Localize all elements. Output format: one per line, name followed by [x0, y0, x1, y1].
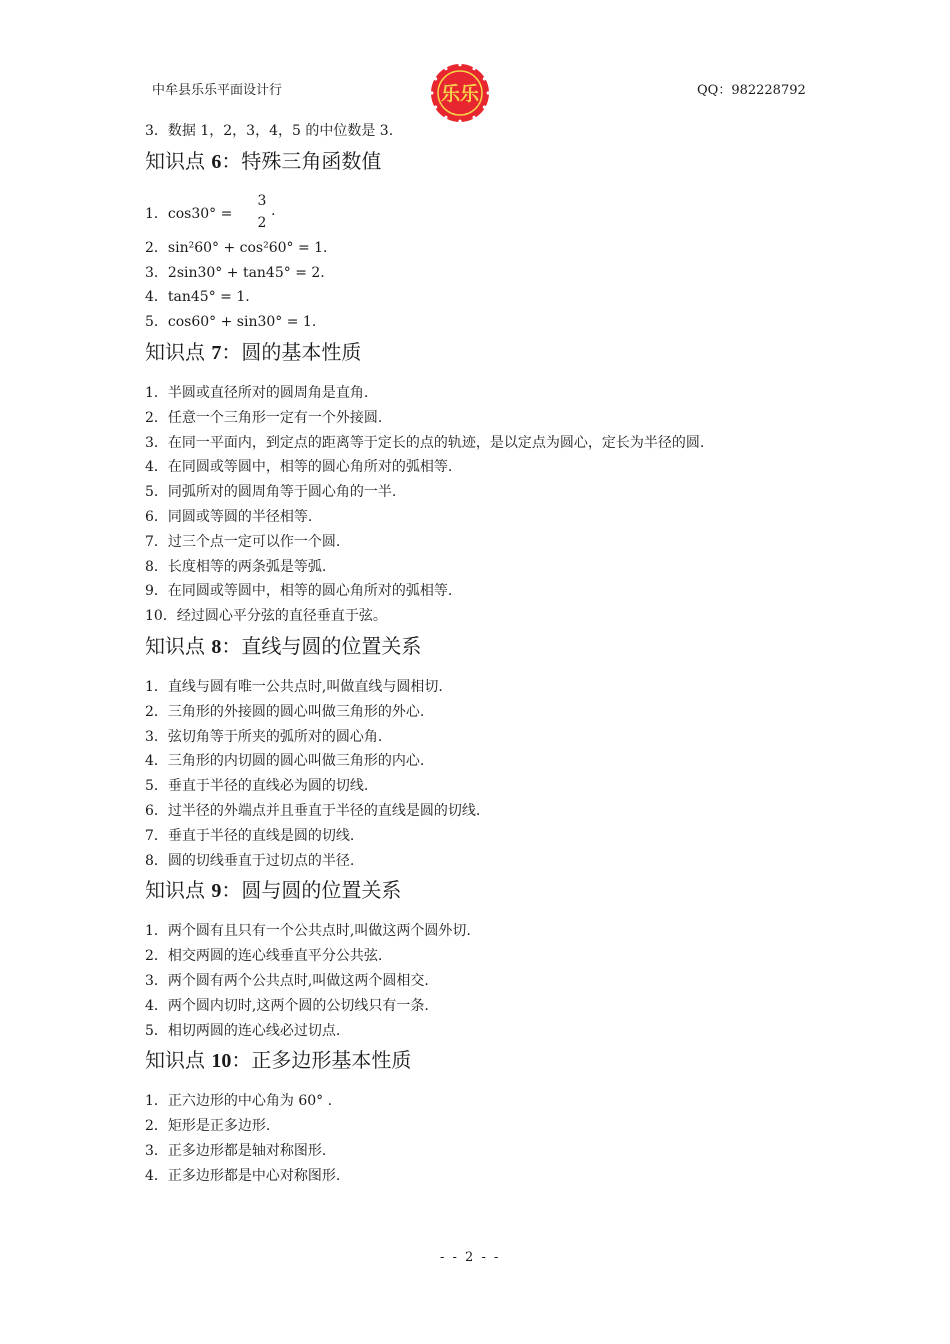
section-title-7: 知识点 7：圆的基本性质 — [145, 339, 362, 364]
list-item: 4．在同圆或等圆中，相等的圆心角所对的弧相等. — [145, 459, 453, 476]
list-item: 3．两个圆有两个公共点时,叫做这两个圆相交. — [145, 972, 429, 989]
list-item: 2．三角形的外接圆的圆心叫做三角形的外心. — [145, 703, 425, 720]
logo-text: 乐乐 — [440, 83, 480, 105]
list-item: 7．过三个点一定可以作一个圆. — [145, 533, 341, 550]
list-item: 4．两个圆内切时,这两个圆的公切线只有一条. — [145, 997, 429, 1014]
list-item: 5．相切两圆的连心线必过切点. — [145, 1022, 341, 1039]
list-item: 8．圆的切线垂直于过切点的半径. — [145, 852, 355, 869]
list-item: 4．正多边形都是中心对称图形. — [145, 1167, 341, 1184]
list-item: 5．同弧所对的圆周角等于圆心角的一半. — [145, 484, 397, 501]
list-item: 9．在同圆或等圆中，相等的圆心角所对的弧相等. — [145, 583, 453, 600]
section-title-9: 知识点 9：圆与圆的位置关系 — [145, 878, 402, 903]
list-item: 4．tan45° = 1. — [145, 289, 250, 306]
list-item: 4．三角形的内切圆的圆心叫做三角形的内心. — [145, 753, 425, 770]
list-item: 2．任意一个三角形一定有一个外接圆. — [145, 409, 383, 426]
fraction: 3 2 — [257, 192, 267, 231]
list-item: 2．sin²60° + cos²60° = 1. — [145, 239, 328, 256]
list-item: 7．垂直于半径的直线是圆的切线. — [145, 827, 355, 844]
list-item: 6．过半径的外端点并且垂直于半径的直线是圆的切线. — [145, 802, 481, 819]
list-item: 3．正多边形都是轴对称图形. — [145, 1142, 327, 1159]
section-title-6: 知识点 6：特殊三角函数值 — [145, 148, 382, 173]
section-title-8: 知识点 8：直线与圆的位置关系 — [145, 633, 422, 658]
list-item: 3．在同一平面内，到定点的距离等于定长的点的轨迹，是以定点为圆心，定长为半径的圆. — [145, 434, 705, 451]
header-qq: QQ：982228792 — [697, 83, 806, 98]
list-item: 2．相交两圆的连心线垂直平分公共弦. — [145, 948, 383, 965]
list-item: 1．cos30° = 3 2 . — [145, 190, 805, 236]
list-item: 3．弦切角等于所夹的弧所对的圆心角. — [145, 728, 383, 745]
list-item: 1．两个圆有且只有一个公共点时,叫做这两个圆外切. — [145, 923, 471, 940]
list-item: 2．矩形是正多边形. — [145, 1118, 271, 1135]
list-item: 5．cos60° + sin30° = 1. — [145, 314, 317, 331]
list-item: 3．2sin30° + tan45° = 2. — [145, 264, 325, 281]
company-logo — [430, 63, 490, 123]
intro-line: 3．数据 1，2，3，4，5 的中位数是 3. — [145, 123, 394, 139]
document-content — [145, 119, 805, 1189]
section-title-10: 知识点 10：正多边形基本性质 — [145, 1048, 412, 1073]
list-item: 6．同圆或等圆的半径相等. — [145, 508, 313, 525]
page-number: - - 2 - - — [440, 1250, 501, 1265]
header-company: 中牟县乐乐平面设计行 — [152, 83, 283, 98]
list-item: 8．长度相等的两条弧是等弧. — [145, 558, 327, 575]
list-item: 1．正六边形的中心角为 60° . — [145, 1093, 333, 1110]
list-item: 10．经过圆心平分弦的直径垂直于弦。 — [145, 608, 387, 625]
list-item: 5．垂直于半径的直线必为圆的切线. — [145, 778, 369, 795]
list-item: 1．直线与圆有唯一公共点时,叫做直线与圆相切. — [145, 678, 443, 695]
list-item: 1．半圆或直径所对的圆周角是直角. — [145, 384, 369, 401]
